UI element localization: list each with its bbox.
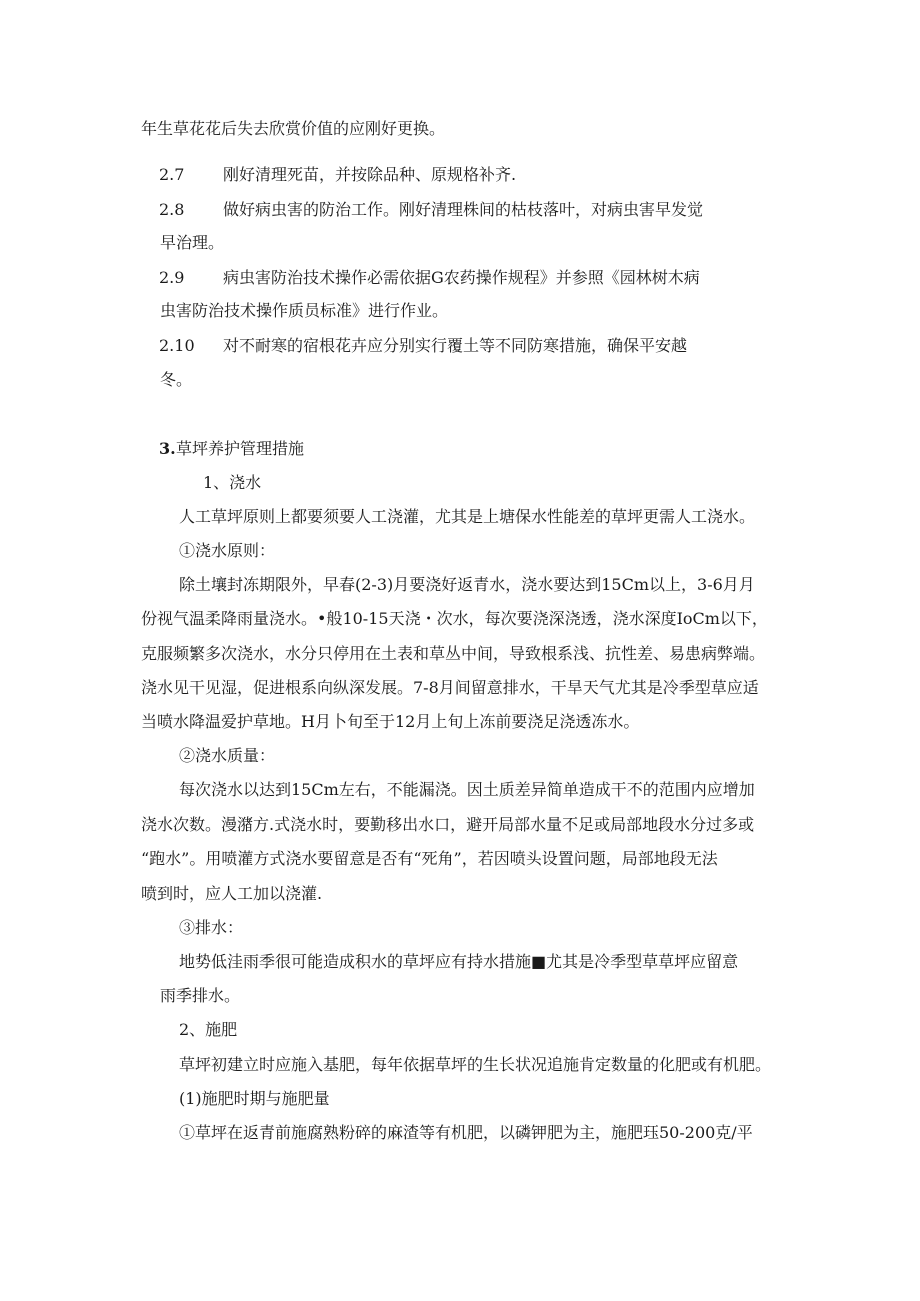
paragraph-line: ①草坪在返青前施腐熟粉碎的麻渣等有机肥，以磷钾肥为主，施肥珏50-200克/平 [179, 1123, 753, 1142]
paragraph-line: 对不耐寒的宿根花卉应分别实行覆土等不同防寒措施，确保平安越 [223, 336, 688, 355]
section-number: 2.10 [159, 336, 195, 355]
paragraph-line: 份视气温柔降雨量浇水。•般10-15天浇・次水，每次要浇深浇透，浇水深度IoCm以下， [141, 609, 768, 628]
section-number: 2.7 [159, 165, 185, 184]
paragraph-line: 年生草花花后失去欣赏价值的应刚好更换。 [141, 119, 446, 138]
paragraph-line: 虫害防治技术操作质员标准》进行作业。 [160, 301, 449, 320]
paragraph-line: 每次浇水以达到15Cm左右，不能漏浇。因土质差异简单造成干不的范围内应增加 [179, 780, 755, 799]
item-heading: ③排水： [179, 918, 244, 937]
paragraph-line: 病虫害防治技术操作必需依据G农药操作规程》并参照《园林树木病 [223, 268, 700, 287]
section-heading: 草坪养护管理措施 [176, 439, 305, 458]
paragraph-line: 地势低洼雨季很可能造成积水的草坪应有持水措施■尤其是冷季型草草坪应留意 [179, 952, 739, 971]
paragraph-line: 浇水次数。漫潴方.式浇水时，要勤移出水口，避开局部水量不足或局部地段水分过多或 [141, 815, 755, 834]
paragraph-line: 人工草坪原则上都要须要人工浇灌，尤其是上塘保水性能差的草坪更需人工浇水。 [179, 507, 756, 526]
paragraph-line: 除土壤封冻期限外，早春(2-3)月要浇好返青水，浇水要达到15Cm以上，3-6月月 [179, 575, 755, 594]
paragraph-line: “跑水”。用喷灌方式浇水要留意是否有“死角”，若因喷头设置问题，局部地段无法 [141, 849, 718, 868]
section-number: 2.8 [159, 200, 185, 219]
subsection-heading: 2、施肥 [179, 1020, 238, 1039]
paragraph-line: 做好病虫害的防治工作。刚好清理株间的枯枝落叶，对病虫害早发觉 [223, 200, 704, 219]
paragraph-line: 克服频繁多次浇水，水分只停用在土表和草丛中间，导致根系浅、抗性差、易患病弊端。 [141, 644, 766, 663]
paragraph-line: 当喷水降温爱护草地。H月卜旬至于12月上旬上冻前要浇足浇透冻水。 [141, 712, 640, 731]
paragraph-line: 早治理。 [160, 233, 225, 252]
paragraph-line: 刚好清理死苗，并按除品种、原规格补齐. [223, 165, 517, 184]
item-heading: ②浇水质量： [179, 746, 276, 765]
section-number: 2.9 [159, 268, 185, 287]
paragraph-line: 喷到时，应人工加以浇灌. [141, 884, 323, 903]
paragraph-line: 浇水见干见湿，促进根系向纵深发展。7-8月间留意排水，干旱天气尤其是冷季型草应适 [141, 678, 759, 697]
item-heading: ①浇水原则： [179, 541, 276, 560]
paragraph-line: 草坪初建立时应施入基肥，每年依据草坪的生长状况追施肯定数量的化肥或有机肥。 [179, 1055, 772, 1074]
paragraph-line: 雨季排水。 [160, 986, 241, 1005]
subsection-heading: 1、浇水 [203, 473, 262, 492]
paragraph-line: 冬。 [160, 370, 193, 389]
section-heading-number: 3. [159, 439, 176, 458]
item-heading: (1)施肥时期与施肥量 [179, 1089, 330, 1108]
